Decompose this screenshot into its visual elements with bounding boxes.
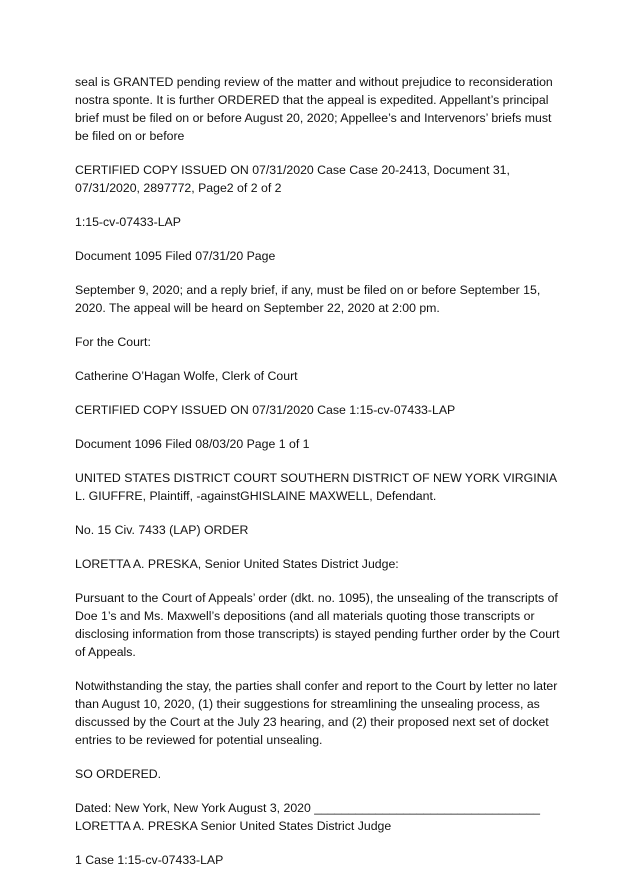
paragraph-judge-heading: LORETTA A. PRESKA, Senior United States District Judge: <box>75 557 399 571</box>
paragraph-document-1095: Document 1095 Filed 07/31/20 Page <box>75 249 276 263</box>
document-body <box>75 73 565 869</box>
paragraph-certified-copy-1-15-cv: CERTIFIED COPY ISSUED ON 07/31/2020 Case 1:15-cv-07433-LAP <box>75 403 456 417</box>
paragraph-order-title: No. 15 Civ. 7433 (LAP) ORDER <box>75 523 249 537</box>
paragraph-seal-granted: seal is GRANTED pending review of the matter and without prejudice to reconsideration nostra sponte. It is further ORDERED that the appeal is expedited. Appellant’s principal brief must be filed on or before August 20, 2020; Appellee’s and Intervenors’ briefs must be filed on or before <box>75 75 553 143</box>
paragraph-so-ordered: SO ORDERED. <box>75 767 162 781</box>
paragraph-unsealing-stayed: Pursuant to the Court of Appeals’ order (dkt. no. 1095), the unsealing of the transcripts of Doe 1’s and Ms. Maxwell’s depositions (and all materials quoting those transcripts or disclosing information from those transcripts) is stayed pending further order by the Court of Appeals. <box>75 591 560 659</box>
paragraph-dated-signature: Dated: New York, New York August 3, 2020 _________________________________ LORETTA A. PRESKA Senior United States District Judge <box>75 801 540 833</box>
paragraph-notwithstanding-stay: Notwithstanding the stay, the parties shall confer and report to the Court by letter no later than August 10, 2020, (1) their suggestions for streamlining the unsealing process, as discussed by the Court at the July 23 hearing, and (2) their proposed next set of docket entries to be reviewed for potential unsealing. <box>75 679 558 747</box>
paragraph-briefing-schedule: September 9, 2020; and a reply brief, if any, must be filed on or before September 15, 2020. The appeal will be heard on September 22, 2020 at 2:00 pm. <box>75 283 541 315</box>
paragraph-case-number: 1:15-cv-07433-LAP <box>75 215 181 229</box>
paragraph-case-caption: UNITED STATES DISTRICT COURT SOUTHERN DISTRICT OF NEW YORK VIRGINIA L. GIUFFRE, Plaintiff, -againstGHISLAINE MAXWELL, Defendant. <box>75 471 557 503</box>
paragraph-for-the-court: For the Court: <box>75 335 151 349</box>
paragraph-clerk-of-court: Catherine O’Hagan Wolfe, Clerk of Court <box>75 369 298 383</box>
paragraph-document-1096: Document 1096 Filed 08/03/20 Page 1 of 1 <box>75 437 310 451</box>
paragraph-certified-copy-case-20-2413: CERTIFIED COPY ISSUED ON 07/31/2020 Case Case 20-2413, Document 31, 07/31/2020, 2897772, Page2 of 2 of 2 <box>75 163 510 195</box>
paragraph-page-footer: 1 Case 1:15-cv-07433-LAP <box>75 853 224 867</box>
